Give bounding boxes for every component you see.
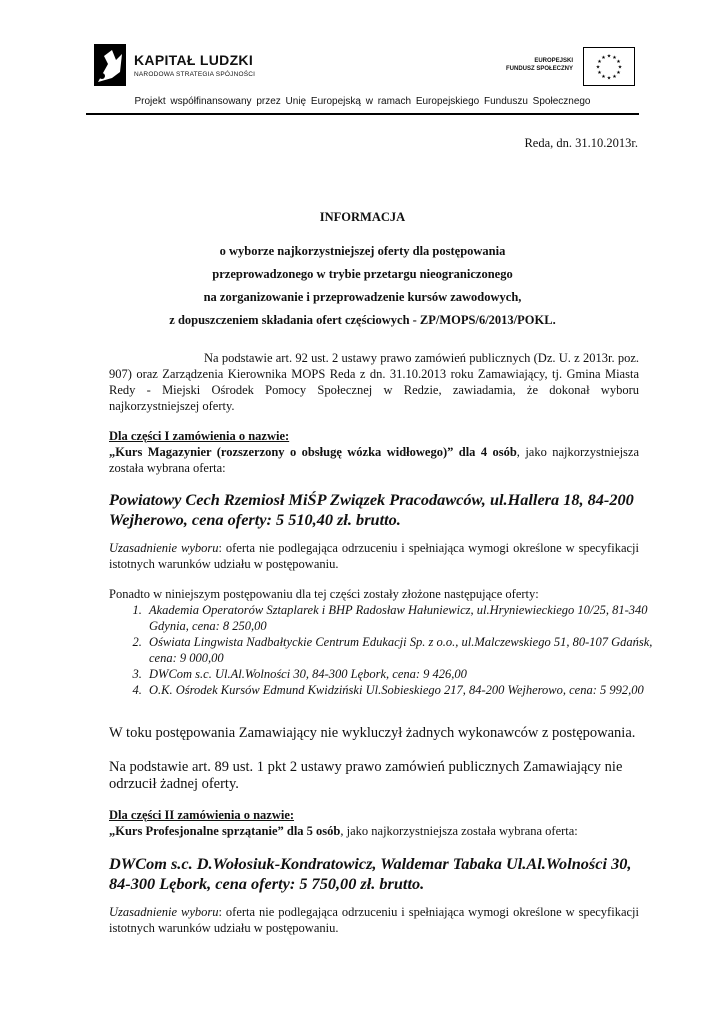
- intro-paragraph: Na podstawie art. 92 ust. 2 ustawy prawo zamówień publicznych (Dz. U. z 2013r. poz. 907) oraz Zarządzenia Kierownika MOPS Reda z dn. 31.10.2013 roku Zamawiający, tj. Gmina Miasta Redy - Miejski Ośrodek Pomocy Społecznej w Redzie, zawiadamia, że dokonał wyboru najkorzystniejszej oferty.: [109, 351, 639, 413]
- part2-justification: [109, 904, 639, 936]
- subtitle-line-1: o wyborze najkorzystniejszej oferty dla postępowania: [219, 244, 506, 258]
- eu-star-icon: ★: [601, 55, 606, 61]
- eu-star-icon: ★: [606, 54, 612, 60]
- eu-star-icon: ★: [617, 65, 623, 71]
- eu-star-icon: ★: [616, 60, 621, 65]
- part2-winner: DWCom s.c. D.Wołosiuk-Kondratowicz, Waldemar Tabaka Ul.Al.Wolności 30, 84-300 Lębork, cena oferty: 5 750,00 zł. brutto.: [109, 854, 632, 893]
- efs-logo: [503, 47, 633, 87]
- no-exclusion-note: W toku postępowania Zamawiający nie wykluczył żadnych wykonawców z postępowania.: [109, 725, 636, 741]
- part2-course-rest: , jako najkorzystniejsza została wybrana oferta:: [340, 824, 578, 838]
- part1-winner: Powiatowy Cech Rzemiosł MiŚP Związek Pracodawców, ul.Hallera 18, 84-200 Wejherowo, cena oferty: 5 510,40 zł. brutto.: [109, 490, 634, 529]
- list-item: 1. Akademia Operatorów Sztaplarek i BHP Radosław Hałuniewicz, ul.Hryniewieckiego 10/25, 81-340 Gdynia, cena: 8 250,00: [145, 602, 665, 634]
- efs-line1: EUROPEJSKI: [534, 58, 573, 64]
- eu-star-icon: ★: [601, 75, 606, 81]
- eu-star-icon: ★: [612, 75, 617, 81]
- part1-course-rest: , jako najkorzystniejsza została wybrana oferta:: [109, 445, 640, 475]
- part1-section: [109, 428, 639, 476]
- project-footer-line: Projekt współfinansowany przez Unię Europejską w ramach Europejskiego Funduszu Społecznego: [134, 96, 591, 107]
- part1-others-intro: Ponadto w niniejszym postępowaniu dla tej części zostały złożone następujące oferty:: [109, 587, 539, 601]
- part1-course-name: „Kurs Magazynier (rozszerzony o obsługę wózka widłowego)” dla 4 osób: [109, 445, 517, 459]
- kapital-ludzki-logo: [90, 42, 280, 92]
- document-date: Reda, dn. 31.10.2013r.: [524, 136, 638, 150]
- kapital-ludzki-emblem-icon: [90, 42, 130, 88]
- kl-title: KAPITAŁ LUDZKI: [134, 52, 254, 68]
- eu-star-icon: ★: [595, 65, 601, 71]
- eu-star-icon: ★: [612, 55, 617, 61]
- kl-subtitle: NARODOWA STRATEGIA SPÓJNOŚCI: [134, 71, 256, 78]
- eu-star-icon: ★: [597, 71, 602, 76]
- list-item: 3. DWCom s.c. Ul.Al.Wolności 30, 84-300 Lębork, cena: 9 426,00: [145, 666, 665, 682]
- list-item: 2. Oświata Lingwista Nadbałtyckie Centrum Edukacji Sp. z o.o., ul.Malczewskiego 51, 80-107 Gdańsk, cena: 9 000,00: [145, 634, 665, 666]
- no-rejection-note: Na podstawie art. 89 ust. 1 pkt 2 ustawy prawo zamówień publicznych Zamawiający nie odrzucił żadnej oferty.: [109, 759, 623, 792]
- part1-justification-label: Uzasadnienie wyboru: [109, 541, 219, 555]
- eu-flag-icon: [583, 47, 635, 86]
- part2-course: [109, 823, 639, 839]
- part2-justification-label: Uzasadnienie wyboru: [109, 905, 219, 919]
- part1-course: [109, 444, 639, 476]
- subtitle-line-3: na zorganizowanie i przeprowadzenie kursów zawodowych,: [203, 290, 522, 304]
- part1-others-list: [109, 602, 665, 698]
- document-title: INFORMACJA: [319, 210, 406, 224]
- part2-section: [109, 807, 639, 839]
- header-divider: [86, 113, 639, 115]
- eu-star-icon: ★: [597, 60, 602, 65]
- eu-star-icon: ★: [606, 76, 612, 82]
- subtitle-line-4: z dopuszczeniem składania ofert częściowych - ZP/MOPS/6/2013/POKL.: [169, 313, 556, 327]
- eu-star-icon: ★: [616, 71, 621, 76]
- part1-justification-text: : oferta nie podlegająca odrzuceniu i spełniająca wymogi określone w specyfikacji istotnych warunków udziału w postępowaniu.: [109, 541, 639, 571]
- subtitle-line-2: przeprowadzonego w trybie przetargu nieograniczonego: [212, 267, 513, 281]
- part1-heading: Dla części I zamówienia o nazwie:: [109, 429, 290, 443]
- part2-justification-text: : oferta nie podlegająca odrzuceniu i spełniająca wymogi określone w specyfikacji istotnych warunków udziału w postępowaniu.: [109, 905, 639, 935]
- list-item: 4. O.K. Ośrodek Kursów Edmund Kwidziński Ul.Sobieskiego 217, 84-200 Wejherowo, cena: 5 992,00: [145, 682, 665, 698]
- part1-justification: [109, 540, 639, 572]
- efs-text: [503, 57, 573, 73]
- part2-course-name: „Kurs Profesjonalne sprzątanie” dla 5 osób: [109, 824, 341, 838]
- part2-heading: Dla części II zamówienia o nazwie:: [109, 808, 295, 822]
- efs-line2: FUNDUSZ SPOŁECZNY: [505, 66, 573, 72]
